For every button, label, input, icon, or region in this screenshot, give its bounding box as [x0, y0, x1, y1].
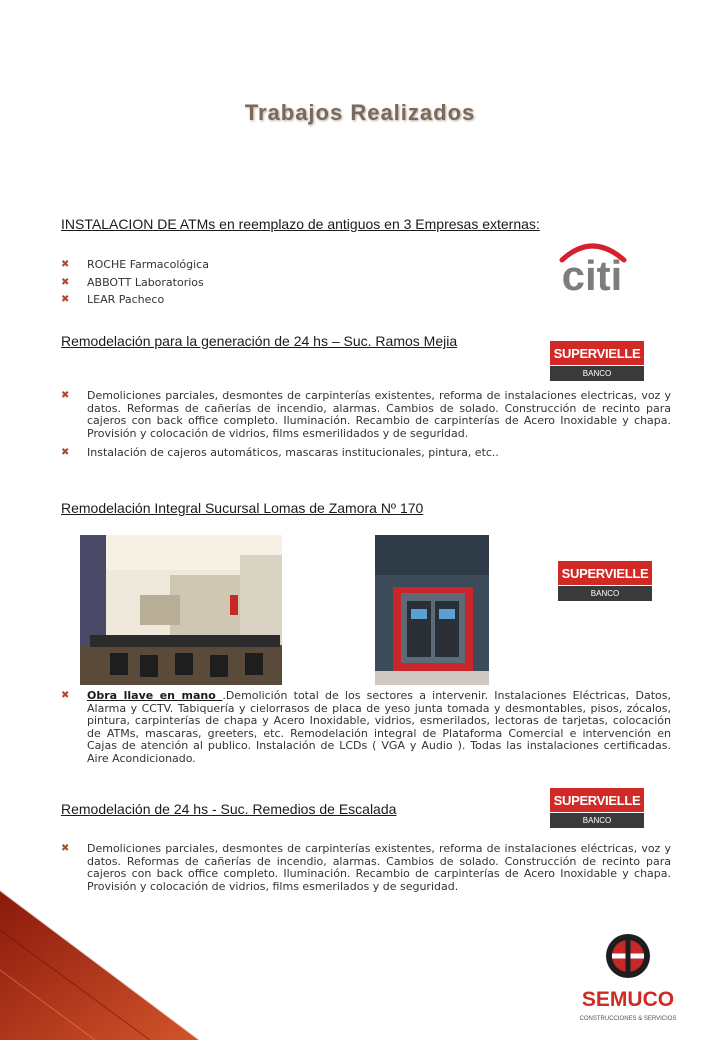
bullet-x-icon: ✖: [61, 276, 70, 288]
svg-text:SEMUCO: SEMUCO: [581, 988, 675, 1011]
list-item: ✖ Instalación de cajeros automáticos, mascaras institucionales, pintura, etc..: [61, 446, 499, 459]
supervielle-logo: SUPERVIELLE BANCO: [550, 341, 644, 381]
list-item: ✖ LEAR Pacheco: [61, 293, 165, 306]
citi-logo: [554, 238, 630, 296]
section4-list: [61, 843, 671, 893]
section1-heading: INSTALACION DE ATMs en reemplazo de antiguos en 3 Empresas externas:: [61, 216, 540, 232]
section2-list: [61, 390, 671, 460]
section2-heading: Remodelación para la generación de 24 hs – Suc. Ramos Mejia: [61, 333, 458, 349]
branch-interior-photo: [80, 535, 282, 685]
list-item: ✖ Demoliciones parciales, desmontes de carpinterías existentes, reforma de instalaciones electricas, voz y datos. Reformas de cañerías de incendio, alarmas. Cambios de solado. Construcción de recinto para cajeros con back office completo. Iluminación. Recambio de carpinterías de Acero Inoxidable y chapa. Provisión y colocación de vidrios, films esmerilidados y de seguridad.: [61, 389, 671, 440]
supervielle-logo: SUPERVIELLE BANCO: [550, 788, 644, 828]
bullet-x-icon: ✖: [61, 294, 70, 305]
list-item: ✖ ABBOTT Laboratorios: [61, 275, 204, 289]
svg-text:CONSTRUCCIONES & SERVICIOS: CONSTRUCCIONES & SERVICIOS: [579, 1016, 677, 1022]
section3-heading: Remodelación Integral Sucursal Lomas de Zamora Nº 170: [61, 500, 424, 516]
supervielle-logo: SUPERVIELLE BANCO: [558, 561, 652, 601]
semuco-logo: [570, 924, 686, 1028]
section3-list: [61, 690, 671, 765]
section4-heading: Remodelación de 24 hs - Suc. Remedios de Escalada: [61, 801, 397, 817]
list-item: ✖ ROCHE Farmacológica: [61, 258, 209, 271]
bullet-x-icon: ✖: [61, 447, 70, 458]
list-item: ✖ Demoliciones parciales, desmontes de carpinterías existentes, reforma de instalaciones eléctricas, voz y datos. Reformas de cañerías de incendio, alarmas. Cambios de solado. Construcción de recinto para cajeros con back office completo. Iluminación. Recambio de carpinterías de Acero Inoxidable y chapa. Provisión y colocación de vidrios, films esmerilados y de seguridad.: [61, 842, 671, 893]
list-item: ✖ Obra llave en mano .Demolición total de los sectores a intervenir. Instalaciones Eléctricas, Datos, Alarma y CCTV. Tabiquería y cielorrasos de placa de yeso junta tomada y desmontables, pisos, zócalos, pintura, carpinterías de chapa y Acero Inoxidable, vidrios, esmerilados, lectoras de tarjetas, colocación de ATMs, mascaras, greeters, etc. Remodelación integral de Plataforma Comercial e intervención en Cajas de atención al publico. Instalación de LCDs ( VGA y Audio ). Todas las instalaciones certificadas. Aire Acondicionado.: [61, 689, 671, 765]
bullet-x-icon: ✖: [61, 690, 70, 701]
page-title: Trabajos Realizados: [244, 100, 476, 125]
bullet-x-icon: ✖: [61, 259, 70, 270]
atm-photo: [375, 535, 489, 685]
svg-text:citi: citi: [561, 252, 623, 296]
decorative-corner-swoosh: [0, 870, 220, 1040]
bullet-x-icon: ✖: [61, 843, 70, 854]
bullet-x-icon: ✖: [61, 390, 70, 401]
